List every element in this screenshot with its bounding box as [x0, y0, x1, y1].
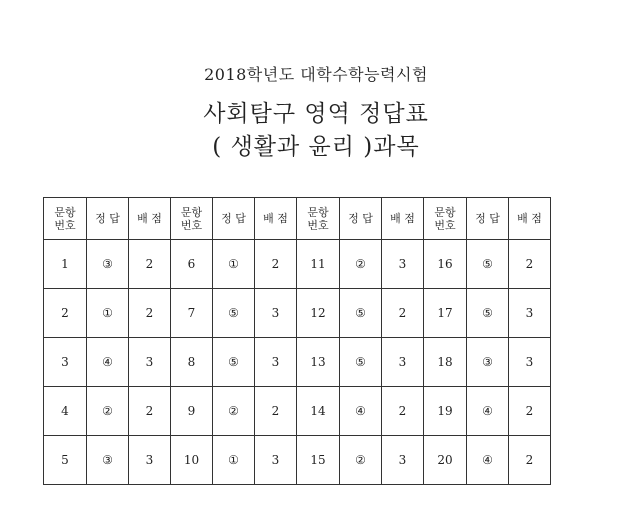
- header-answer: 정 답: [467, 198, 509, 240]
- question-number: 5: [44, 436, 87, 485]
- table-row: [44, 240, 551, 289]
- answer-key-table: [43, 197, 551, 485]
- score-value: 3: [382, 436, 424, 485]
- score-value: 3: [382, 338, 424, 387]
- score-value: 2: [382, 289, 424, 338]
- question-number: 18: [424, 338, 467, 387]
- answer-symbol: ⑤: [213, 289, 255, 338]
- question-number: 20: [424, 436, 467, 485]
- answer-symbol: ③: [467, 338, 509, 387]
- header-score: 배 점: [255, 198, 297, 240]
- answer-symbol: ②: [340, 436, 382, 485]
- question-number: 12: [297, 289, 340, 338]
- question-number: 11: [297, 240, 340, 289]
- score-value: 2: [509, 436, 551, 485]
- table-row: [44, 387, 551, 436]
- score-value: 3: [509, 289, 551, 338]
- table-row: [44, 289, 551, 338]
- answer-symbol: ④: [87, 338, 129, 387]
- header-answer: 정 답: [340, 198, 382, 240]
- header-answer: 정 답: [87, 198, 129, 240]
- question-number: 1: [44, 240, 87, 289]
- score-value: 2: [255, 240, 297, 289]
- score-value: 2: [509, 240, 551, 289]
- header-question-number: 문항 번호: [44, 198, 87, 240]
- score-value: 2: [129, 240, 171, 289]
- header-score: 배 점: [382, 198, 424, 240]
- answer-symbol: ⑤: [467, 289, 509, 338]
- answer-symbol: ⑤: [467, 240, 509, 289]
- question-number: 9: [171, 387, 213, 436]
- answer-symbol: ②: [340, 240, 382, 289]
- score-value: 3: [129, 436, 171, 485]
- answer-symbol: ④: [340, 387, 382, 436]
- answer-symbol: ①: [213, 240, 255, 289]
- score-value: 3: [129, 338, 171, 387]
- answer-symbol: ②: [87, 387, 129, 436]
- subject-title: ( 생활과 윤리 )과목: [212, 134, 420, 160]
- question-number: 6: [171, 240, 213, 289]
- answer-symbol: ②: [213, 387, 255, 436]
- answer-symbol: ⑤: [340, 338, 382, 387]
- header-question-number: 문항 번호: [171, 198, 213, 240]
- answer-symbol: ④: [467, 387, 509, 436]
- header-score: 배 점: [509, 198, 551, 240]
- question-number: 10: [171, 436, 213, 485]
- table-header-row: [44, 198, 551, 240]
- header-score: 배 점: [129, 198, 171, 240]
- score-value: 2: [255, 387, 297, 436]
- question-number: 19: [424, 387, 467, 436]
- answer-symbol: ①: [213, 436, 255, 485]
- question-number: 2: [44, 289, 87, 338]
- score-value: 2: [382, 387, 424, 436]
- score-value: 3: [509, 338, 551, 387]
- score-value: 2: [509, 387, 551, 436]
- question-number: 15: [297, 436, 340, 485]
- question-number: 3: [44, 338, 87, 387]
- question-number: 7: [171, 289, 213, 338]
- answer-symbol: ③: [87, 240, 129, 289]
- question-number: 14: [297, 387, 340, 436]
- table-row: [44, 436, 551, 485]
- question-number: 17: [424, 289, 467, 338]
- header-question-number: 문항 번호: [424, 198, 467, 240]
- answer-symbol: ③: [87, 436, 129, 485]
- header-question-number: 문항 번호: [297, 198, 340, 240]
- answer-symbol: ⑤: [213, 338, 255, 387]
- score-value: 3: [255, 289, 297, 338]
- exam-year-title: 2018학년도 대학수학능력시험: [204, 65, 428, 84]
- score-value: 3: [382, 240, 424, 289]
- header-answer: 정 답: [213, 198, 255, 240]
- answer-symbol: ①: [87, 289, 129, 338]
- table-row: [44, 338, 551, 387]
- score-value: 3: [255, 436, 297, 485]
- question-number: 13: [297, 338, 340, 387]
- question-number: 16: [424, 240, 467, 289]
- question-number: 4: [44, 387, 87, 436]
- score-value: 2: [129, 289, 171, 338]
- question-number: 8: [171, 338, 213, 387]
- score-value: 3: [255, 338, 297, 387]
- page-title: 사회탐구 영역 정답표: [203, 101, 429, 127]
- answer-symbol: ④: [467, 436, 509, 485]
- score-value: 2: [129, 387, 171, 436]
- answer-symbol: ⑤: [340, 289, 382, 338]
